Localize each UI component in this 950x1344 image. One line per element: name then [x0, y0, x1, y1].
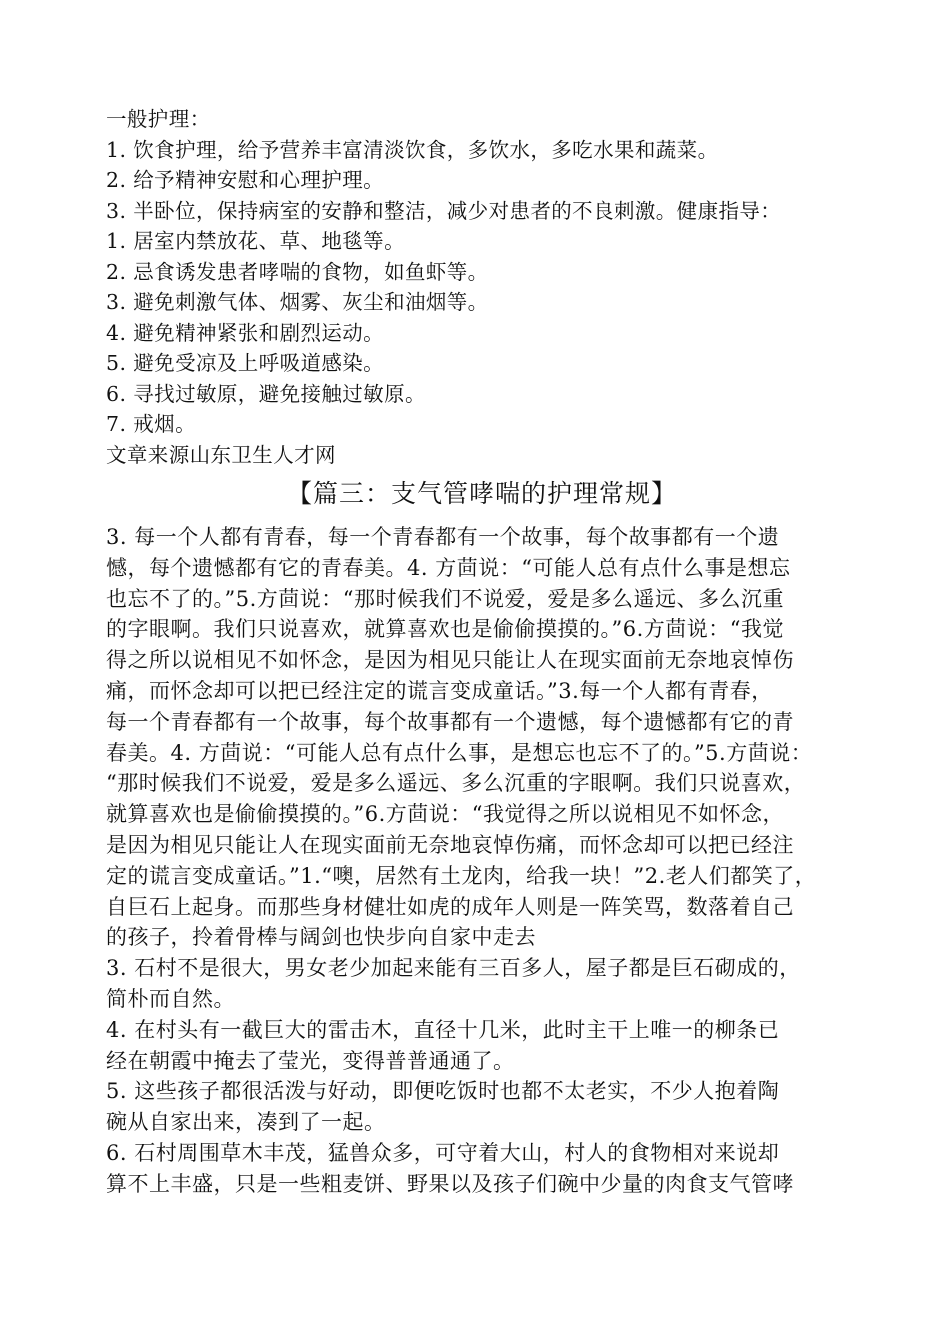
body-line: 简朴而自然。 [106, 986, 235, 1011]
body-line: 憾，每个遗憾都有它的青春美。4. 方茴说：“可能人总有点什么事是想忘 [106, 555, 791, 580]
body-line: 自巨石上起身。而那些身材健壮如虎的成年人则是一阵笑骂，数落着自己 [106, 894, 794, 919]
source-line: 文章来源山东卫生人才网 [106, 442, 336, 467]
body-line: 6. 石村周围草木丰茂，猛兽众多，可守着大山，村人的食物相对来说却 [106, 1140, 780, 1165]
body-line: 碗从自家出来，凑到了一起。 [106, 1110, 386, 1135]
intro-line: 5. 避免受凉及上呼吸道感染。 [106, 351, 385, 375]
body-line: 3. 石村不是很大，男女老少加起来能有三百多人，屋子都是巨石砌成的， [106, 956, 801, 981]
body-line: 就算喜欢也是偷偷摸摸的。”6.方茴说：“我觉得之所以说相见不如怀念， [106, 802, 785, 827]
intro-line: 一般护理： [106, 107, 211, 131]
section-title: 【篇三：支气管哮喘的护理常规】 [286, 479, 677, 508]
body-line: 3. 每一个人都有青春，每一个青春都有一个故事，每个故事都有一个遗 [106, 525, 780, 549]
body-line: 5. 这些孩子都很活泼与好动，即便吃饭时也都不太老实，不少人抱着陶 [106, 1079, 780, 1104]
body-line: 每一个青春都有一个故事，每个故事都有一个遗憾，每个遗憾都有它的青 [106, 709, 794, 734]
intro-line: 7. 戒烟。 [106, 412, 196, 436]
body-line: 4. 在村头有一截巨大的雷击木，直径十几米，此时主干上唯一的柳条已 [106, 1017, 780, 1042]
intro-line: 3. 半卧位，保持病室的安静和整洁，减少对患者的不良刺激。健康指导： [106, 198, 782, 223]
body-line: 算不上丰盛，只是一些粗麦饼、野果以及孩子们碗中少量的肉食支气管哮 [106, 1171, 794, 1196]
body-line: 经在朝霞中掩去了莹光，变得普普通通了。 [106, 1048, 515, 1073]
body-line: 的孩子，拎着骨棒与阔剑也快步向自家中走去 [106, 925, 536, 950]
intro-line: 2. 忌食诱发患者哮喘的食物，如鱼虾等。 [106, 259, 489, 284]
intro-section [106, 104, 858, 470]
body-line: “那时候我们不说爱，爱是多么遥远、多么沉重的字眼啊。我们只说喜欢， [106, 771, 806, 796]
document-page [106, 104, 858, 1200]
body-line: 定的谎言变成童话。”1.“噢，居然有土龙肉，给我一块！”2.老人们都笑了， [106, 863, 817, 888]
body-line: 痛，而怀念却可以把已经注定的谎言变成童话。”3.每一个人都有青春， [106, 678, 773, 703]
intro-line: 4. 避免精神紧张和剧烈运动。 [106, 320, 385, 345]
body-line: 的字眼啊。我们只说喜欢，就算喜欢也是偷偷摸摸的。”6.方茴说：“我觉 [106, 617, 785, 642]
body-line: 也忘不了的。”5.方茴说：“那时候我们不说爱，爱是多么遥远、多么沉重 [106, 586, 785, 611]
body-line: 是因为相见只能让人在现实面前无奈地哀悼伤痛，而怀念却可以把已经注 [106, 832, 794, 857]
intro-line: 6. 寻找过敏原，避免接触过敏原。 [106, 381, 426, 406]
body-line: 得之所以说相见不如怀念，是因为相见只能让人在现实面前无奈地哀悼伤 [106, 648, 794, 673]
intro-line: 2. 给予精神安慰和心理护理。 [106, 168, 385, 192]
body-line: 春美。4. 方茴说：“可能人总有点什么事，是想忘也忘不了的。”5.方茴说： [106, 740, 813, 765]
intro-line: 3. 避免刺激气体、烟雾、灰尘和油烟等。 [106, 290, 489, 314]
intro-line: 1. 居室内禁放花、草、地毯等。 [106, 229, 405, 253]
body-section [106, 522, 858, 1200]
intro-line: 1. 饮食护理，给予营养丰富清淡饮食，多饮水，多吃水果和蔬菜。 [106, 137, 719, 162]
